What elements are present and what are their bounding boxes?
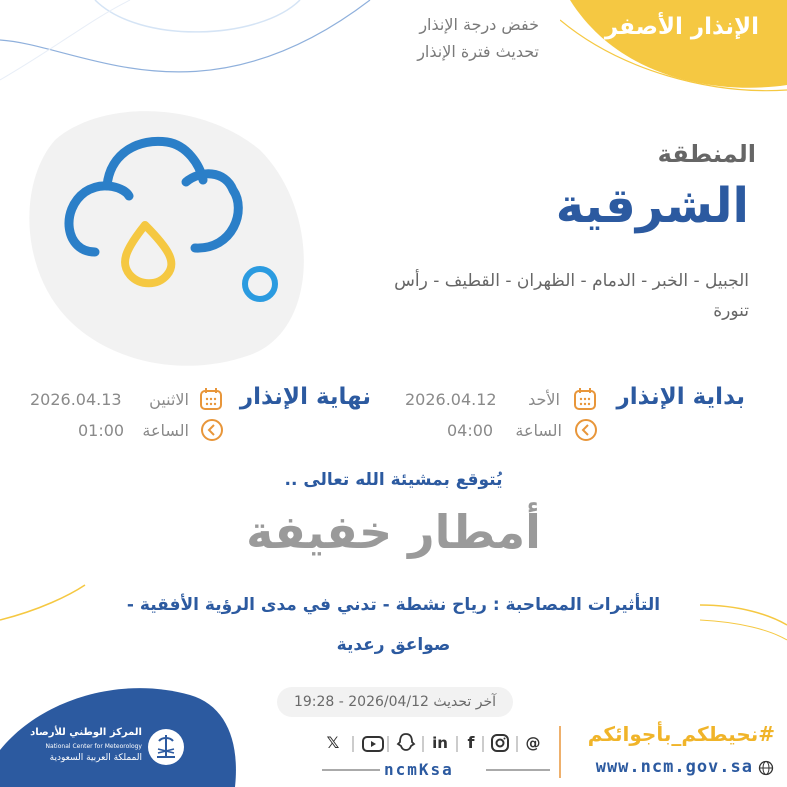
hashtag: #نحيطكم_بأجوائكم (587, 722, 775, 746)
warning-start-date: 2026.04.12 (405, 390, 497, 409)
warning-start-time-label: الساعة (515, 421, 562, 440)
forecast-effects (100, 585, 687, 665)
ncm-emblem-icon (146, 727, 186, 767)
warning-end-date: 2026.04.13 (30, 390, 122, 409)
org-country: المملكة العربية السعودية (49, 753, 142, 763)
lower-alert-level-link[interactable]: خفض درجة الإنذار (419, 15, 539, 34)
x-icon[interactable]: 𝕏 (326, 733, 340, 752)
warning-start-time: 04:00 (447, 421, 494, 440)
update-alert-period-link[interactable]: تحديث فترة الإنذار (417, 42, 539, 61)
org-name-arabic: المركز الوطني للأرصاد (30, 727, 142, 738)
warning-start-day: الأحد (528, 390, 560, 409)
warning-end-time: 01:00 (78, 421, 125, 440)
social-handle[interactable]: ncmKsa (384, 760, 454, 779)
chevron-clock-icon (200, 418, 224, 442)
alert-level-badge: الإنذار الأصفر (604, 14, 759, 40)
forecast-headline: أمطار خفيفة (246, 505, 541, 559)
cities-list: الجبيل - الخبر - الدمام - الظهران - القطيف - رأس تنورة (394, 271, 749, 321)
footer-divider (558, 726, 562, 778)
chevron-clock-icon (574, 418, 598, 442)
threads-icon[interactable]: @ (525, 734, 541, 752)
effects-line-1: التأثيرات المصاحبة : رياح نشطة - تدني في مدى الرؤية الأفقية - (126, 595, 661, 615)
warning-end-time-label: الساعة (142, 421, 189, 440)
last-updated: آخر تحديث 2026/04/12 - 19:28 (277, 687, 513, 717)
forecast-intro: يُتوقع بمشيئة الله تعالى .. (284, 470, 503, 490)
calendar-icon (573, 387, 597, 411)
social-dividers (320, 732, 550, 756)
calendar-icon (199, 387, 223, 411)
region-name: الشرقية (555, 178, 749, 234)
region-label: المنطقة (657, 140, 756, 168)
effects-line-2: صواعق رعدية (336, 635, 451, 655)
warning-end-day: الاثنين (149, 390, 189, 409)
warning-end-title: نهاية الإنذار (239, 384, 371, 410)
cloud-rain-icon (55, 130, 295, 310)
facebook-icon[interactable]: f (467, 733, 475, 752)
website-link[interactable]: www.ncm.gov.sa (595, 757, 753, 777)
org-name-english: National Center for Meteorology (45, 743, 142, 750)
globe-icon (758, 760, 774, 776)
linkedin-icon[interactable]: in (432, 734, 448, 752)
warning-start-title: بداية الإنذار (616, 384, 745, 410)
